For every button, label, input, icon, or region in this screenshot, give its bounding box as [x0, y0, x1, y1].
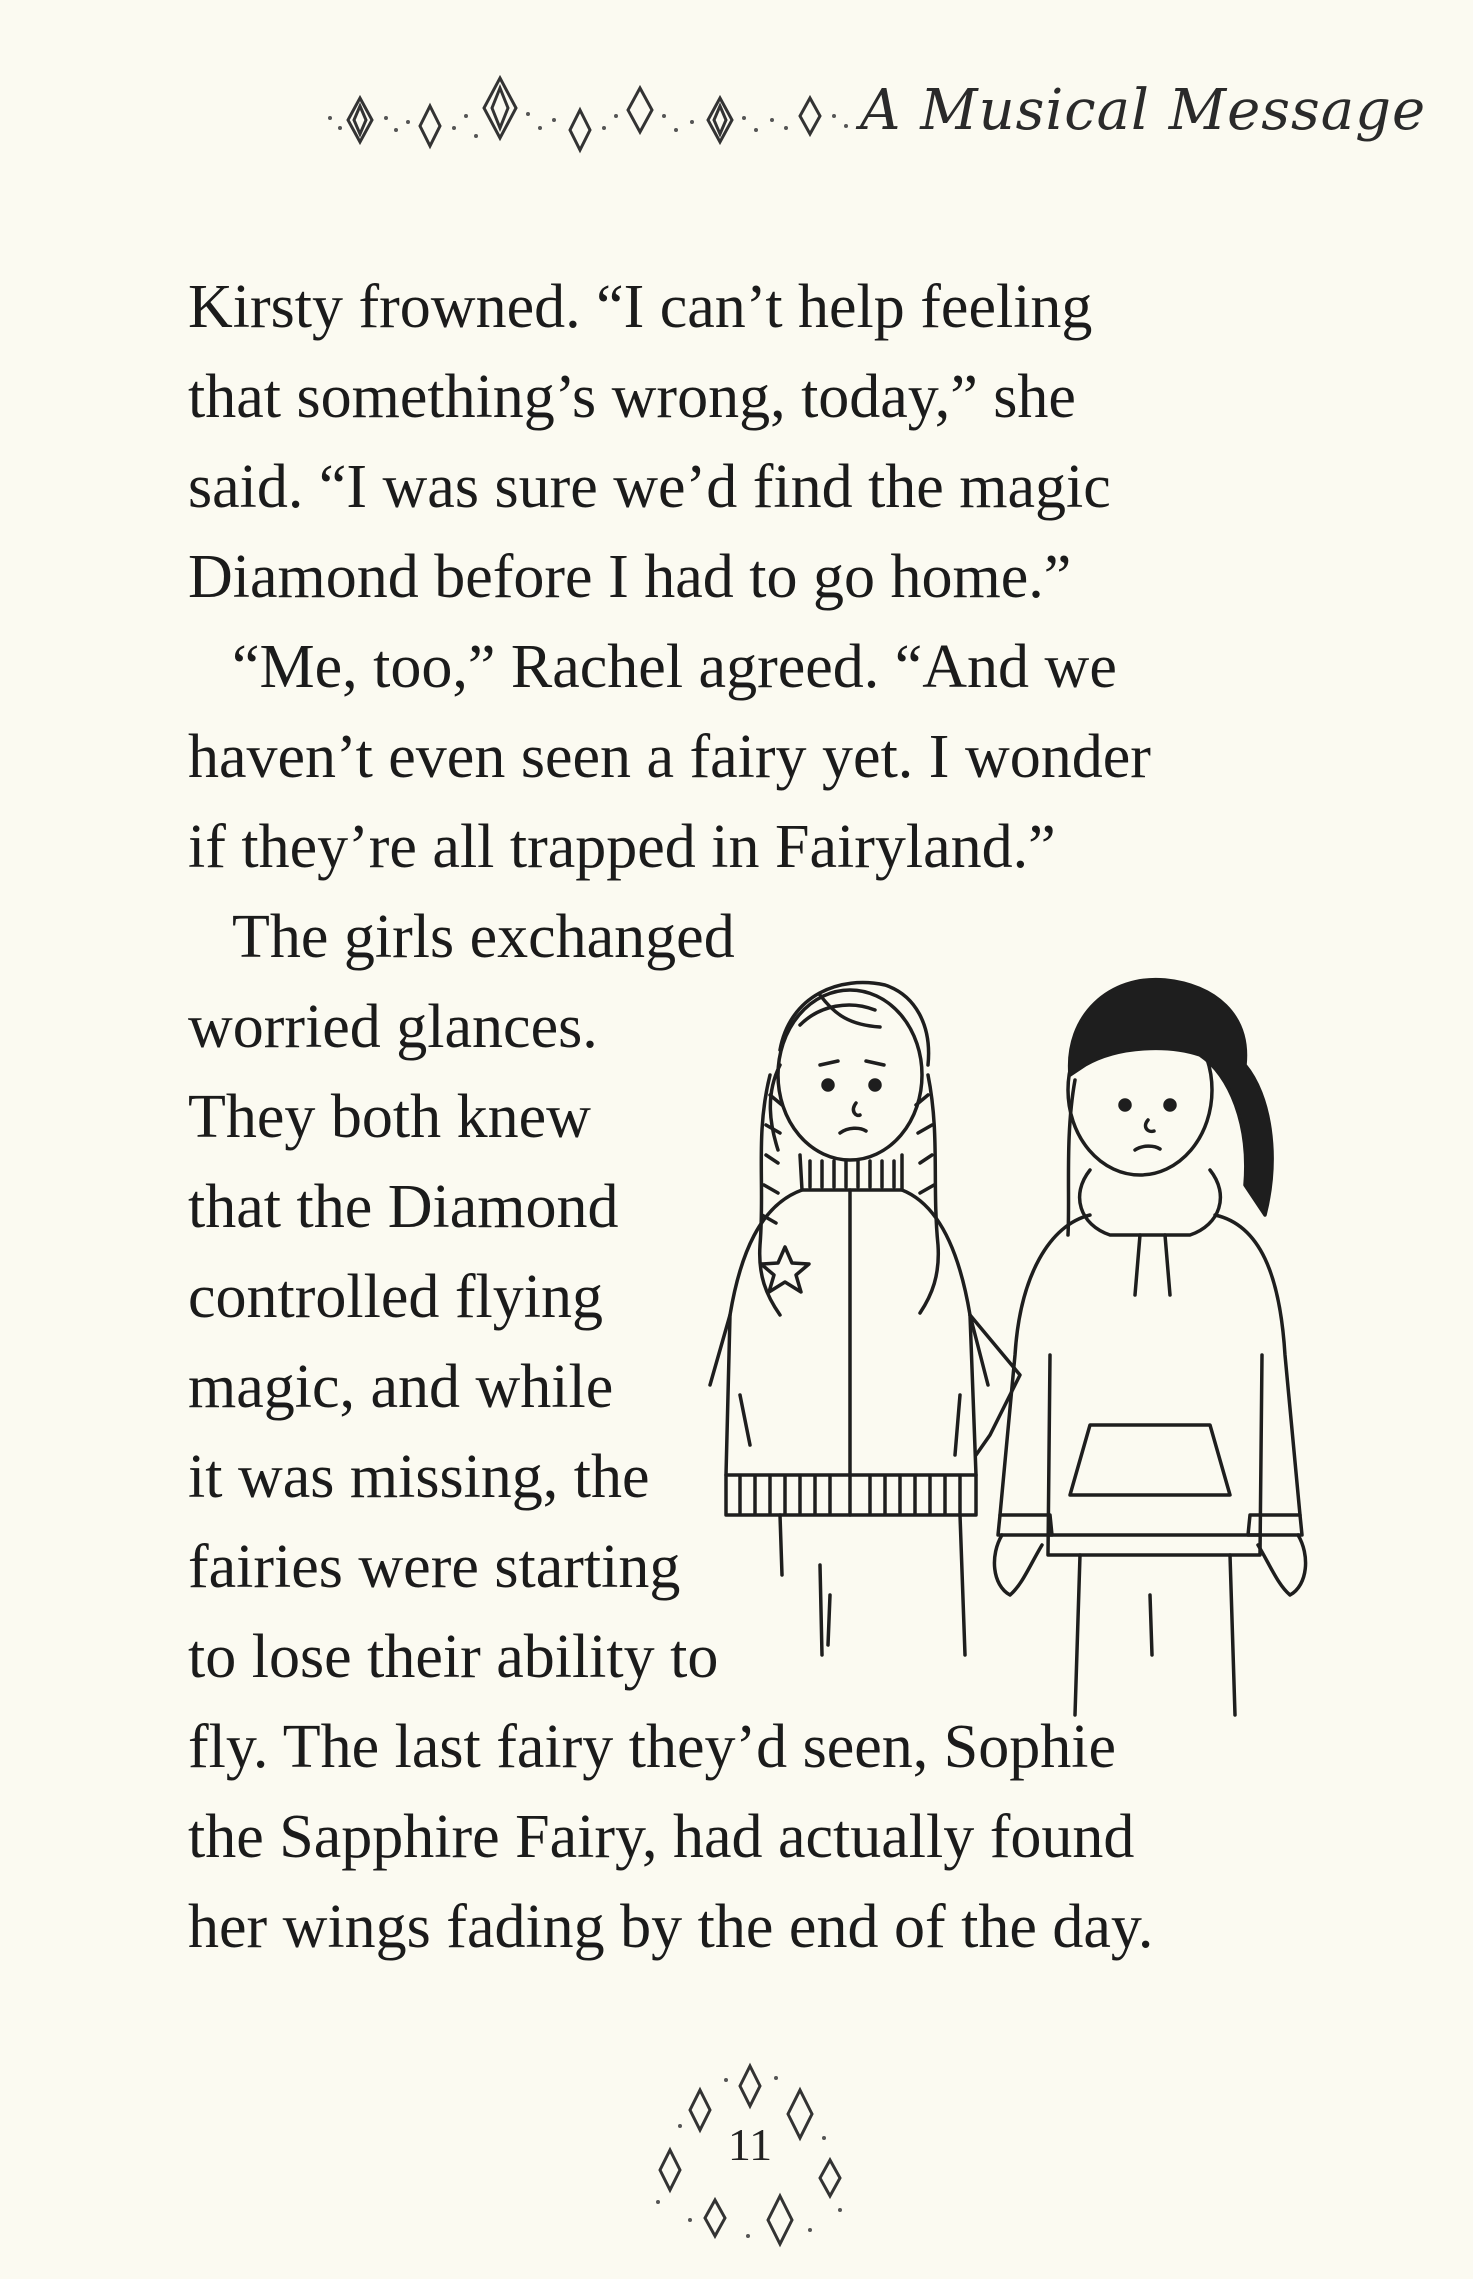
text-line: controlled flying: [188, 1263, 603, 1331]
page-number: 11: [727, 2119, 773, 2170]
text-line: Diamond before I had to go home.”: [188, 543, 1072, 611]
text-line: that something’s wrong, today,” she: [188, 363, 1076, 431]
text-line: haven’t even seen a fairy yet. I wonder: [188, 723, 1151, 791]
text-line: that the Diamond: [188, 1173, 619, 1241]
text-line: The girls exchanged: [232, 903, 735, 971]
text-line: the Sapphire Fairy, had actually found: [188, 1803, 1135, 1871]
text-line: worried glances.: [188, 993, 598, 1061]
text-line: to lose their ability to: [188, 1623, 719, 1691]
running-title: A Musical Message: [860, 78, 1427, 143]
text-line: fly. The last fairy they’d seen, Sophie: [188, 1713, 1117, 1781]
text-line: her wings fading by the end of the day.: [188, 1893, 1154, 1961]
page-folio: [640, 2060, 860, 2250]
text-line: fairies were starting: [188, 1533, 681, 1601]
text-line: it was missing, the: [188, 1443, 650, 1511]
running-header: [320, 58, 1427, 168]
text-line: “Me, too,” Rachel agreed. “And we: [232, 633, 1117, 701]
text-line: Kirsty frowned. “I can’t help feeling: [188, 273, 1093, 341]
text-line: said. “I was sure we’d find the magic: [188, 453, 1111, 521]
text-line: They both knew: [188, 1083, 591, 1151]
two-girls-illustration: [670, 955, 1390, 1735]
diamond-ornament-icon: [320, 58, 860, 168]
text-line: if they’re all trapped in Fairyland.”: [188, 813, 1056, 881]
text-line: magic, and while: [188, 1353, 614, 1421]
